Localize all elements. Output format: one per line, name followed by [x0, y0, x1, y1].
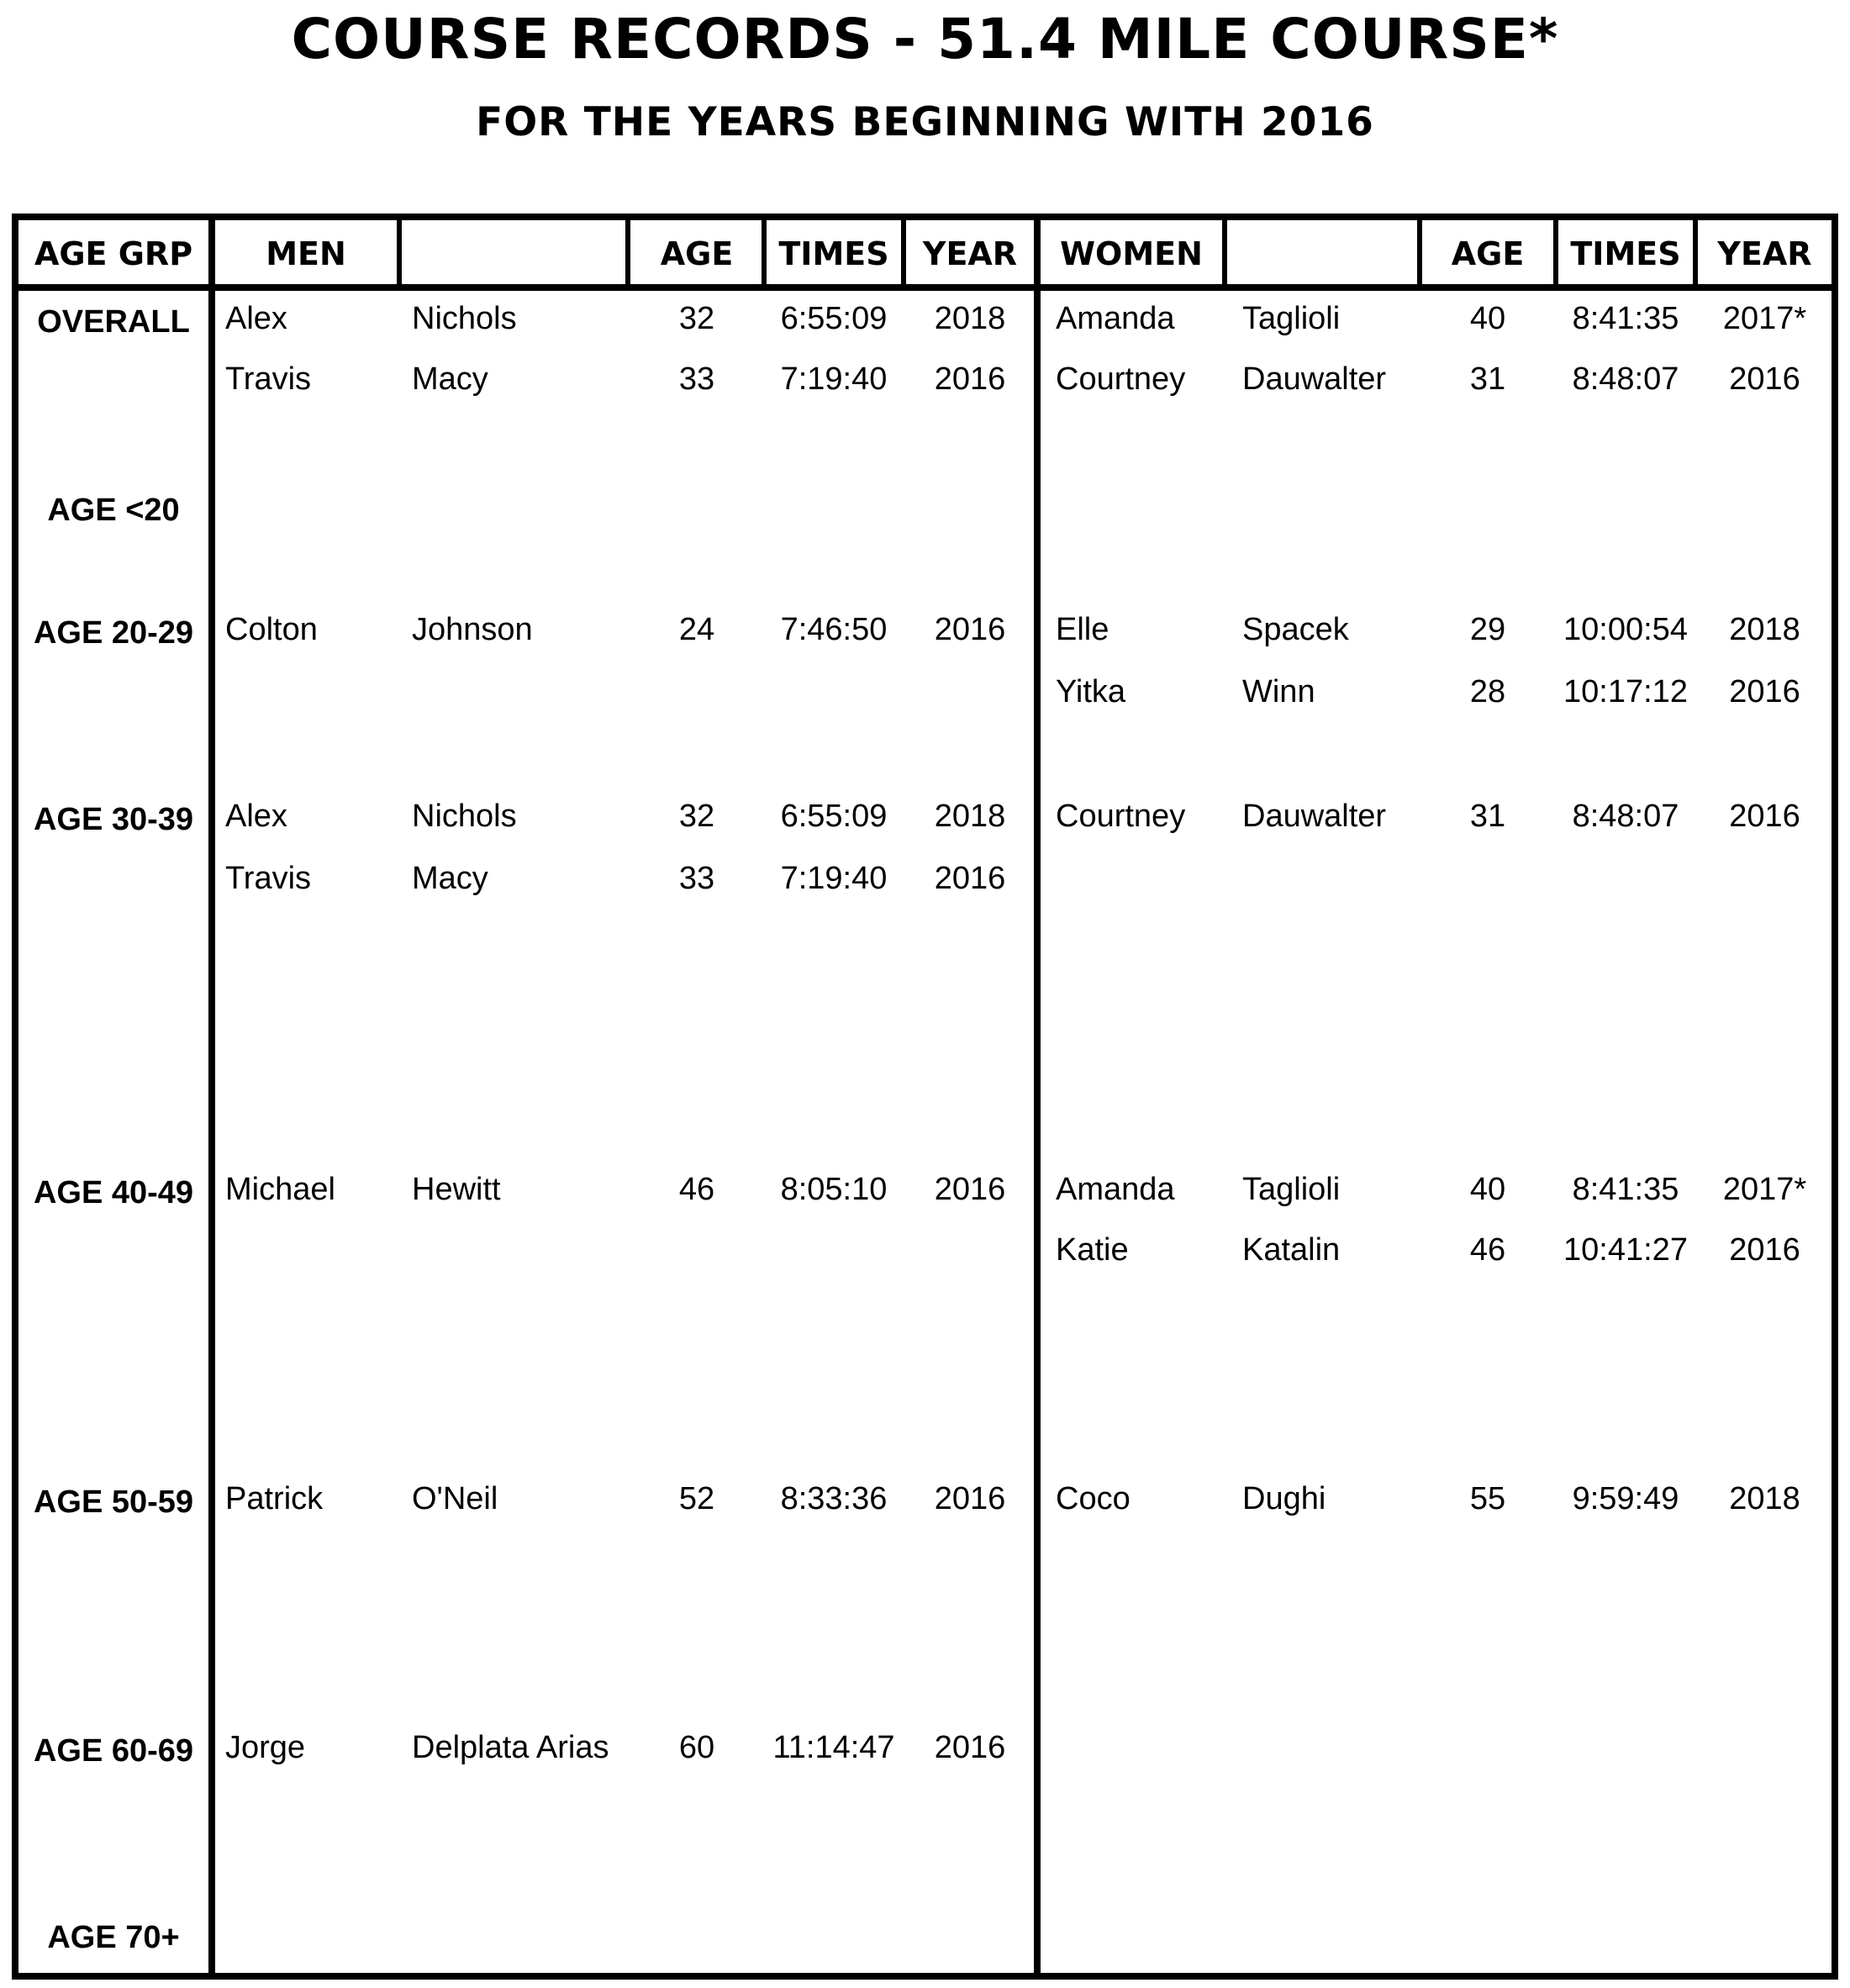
first-name: Elle: [1056, 612, 1109, 647]
last-name: Taglioli: [1242, 301, 1341, 336]
first-name: Courtney: [1056, 799, 1186, 834]
year: 2016: [1729, 361, 1800, 397]
age: 55: [1469, 1481, 1506, 1516]
year: 2016: [934, 1730, 1006, 1765]
age: 29: [1469, 612, 1506, 647]
age: 32: [678, 301, 715, 336]
header-women-year: YEAR: [1717, 235, 1812, 272]
age-group-label: AGE 40-49: [33, 1175, 194, 1210]
time: 7:46:50: [780, 612, 888, 647]
header-women: WOMEN: [1060, 235, 1203, 272]
table-frame: [12, 214, 1838, 1980]
last-name: Macy: [412, 861, 488, 896]
age: 32: [678, 799, 715, 834]
last-name: Nichols: [412, 799, 517, 834]
header-men-year: YEAR: [922, 235, 1018, 272]
header-men-age: AGE: [660, 235, 734, 272]
first-name: Yitka: [1056, 674, 1126, 709]
divider-agegrp: [208, 214, 215, 1980]
time: 8:41:35: [1572, 301, 1679, 336]
age: 46: [678, 1172, 715, 1207]
last-name: Dughi: [1242, 1481, 1326, 1516]
year: 2018: [1729, 1481, 1800, 1516]
last-name: Winn: [1242, 674, 1315, 709]
first-name: Jorge: [225, 1730, 306, 1765]
year: 2016: [1729, 674, 1800, 709]
divider-men-women: [1034, 214, 1041, 1980]
header-women-times: TIMES: [1570, 235, 1681, 272]
year: 2018: [934, 799, 1006, 834]
time: 8:33:36: [780, 1481, 888, 1516]
year: 2016: [934, 1172, 1006, 1207]
time: 9:59:49: [1572, 1481, 1679, 1516]
time: 8:48:07: [1572, 361, 1679, 397]
age-group-label: AGE 50-59: [33, 1484, 194, 1520]
age: 31: [1469, 799, 1506, 834]
year: 2016: [934, 612, 1006, 647]
year: 2017*: [1722, 301, 1807, 336]
age-group-label: AGE <20: [47, 493, 180, 528]
header-men-times: TIMES: [778, 235, 889, 272]
page-subtitle: FOR THE YEARS BEGINNING WITH 2016: [476, 99, 1374, 145]
year: 2016: [1729, 799, 1800, 834]
first-name: Courtney: [1056, 361, 1186, 397]
age: 60: [678, 1730, 715, 1765]
time: 6:55:09: [780, 301, 888, 336]
age: 24: [678, 612, 715, 647]
first-name: Coco: [1056, 1481, 1131, 1516]
divider-header: [625, 214, 630, 284]
first-name: Michael: [225, 1172, 335, 1207]
year: 2016: [1729, 1232, 1800, 1268]
header-men-last: [402, 222, 625, 286]
age: 52: [678, 1481, 715, 1516]
year: 2016: [934, 861, 1006, 896]
page-title: COURSE RECORDS - 51.4 MILE COURSE*: [291, 7, 1559, 71]
last-name: Spacek: [1242, 612, 1349, 647]
time: 8:48:07: [1572, 799, 1679, 834]
year: 2016: [934, 1481, 1006, 1516]
first-name: Amanda: [1056, 301, 1175, 336]
last-name: Hewitt: [412, 1172, 501, 1207]
age: 28: [1469, 674, 1506, 709]
age: 40: [1469, 1172, 1506, 1207]
time: 10:00:54: [1563, 612, 1688, 647]
age-group-label: AGE 30-39: [33, 802, 194, 837]
age-group-label: OVERALL: [37, 304, 190, 340]
age: 33: [678, 361, 715, 397]
time: 7:19:40: [780, 861, 888, 896]
age-group-label: AGE 20-29: [33, 615, 194, 651]
time: 8:05:10: [780, 1172, 888, 1207]
age: 46: [1469, 1232, 1506, 1268]
first-name: Amanda: [1056, 1172, 1175, 1207]
year: 2018: [1729, 612, 1800, 647]
time: 6:55:09: [780, 799, 888, 834]
last-name: Johnson: [412, 612, 533, 647]
time: 11:14:47: [772, 1730, 895, 1765]
last-name: O'Neil: [412, 1481, 498, 1516]
last-name: Katalin: [1242, 1232, 1341, 1268]
first-name: Travis: [225, 361, 312, 397]
time: 10:41:27: [1563, 1232, 1688, 1268]
time: 10:17:12: [1563, 674, 1688, 709]
last-name: Dauwalter: [1242, 799, 1387, 834]
age: 33: [678, 861, 715, 896]
first-name: Patrick: [225, 1481, 324, 1516]
first-name: Colton: [225, 612, 318, 647]
year: 2016: [934, 361, 1006, 397]
last-name: Delplata Arias: [412, 1730, 609, 1765]
header-age-grp: AGE GRP: [34, 235, 193, 272]
time: 8:41:35: [1572, 1172, 1679, 1207]
year: 2018: [934, 301, 1006, 336]
first-name: Alex: [225, 301, 287, 336]
first-name: Travis: [225, 861, 312, 896]
age: 31: [1469, 361, 1506, 397]
header-women-last: [1227, 222, 1417, 286]
last-name: Macy: [412, 361, 488, 397]
header-men: MEN: [266, 235, 346, 272]
age-group-label: AGE 60-69: [33, 1733, 194, 1769]
last-name: Nichols: [412, 301, 517, 336]
age-group-label: AGE 70+: [47, 1920, 180, 1955]
age: 40: [1469, 301, 1506, 336]
last-name: Dauwalter: [1242, 361, 1387, 397]
year: 2017*: [1722, 1172, 1807, 1207]
first-name: Katie: [1056, 1232, 1129, 1268]
last-name: Taglioli: [1242, 1172, 1341, 1207]
first-name: Alex: [225, 799, 287, 834]
header-women-age: AGE: [1451, 235, 1525, 272]
time: 7:19:40: [780, 361, 888, 397]
